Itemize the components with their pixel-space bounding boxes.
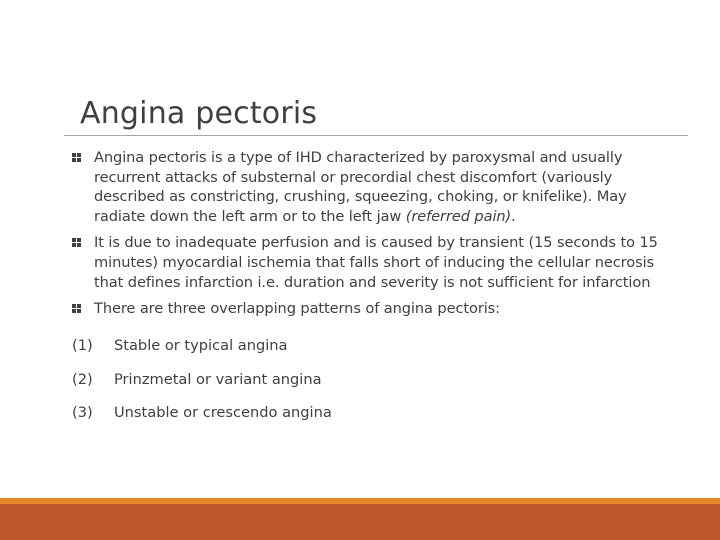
item-number: (2)	[72, 370, 93, 388]
list-item	[72, 403, 672, 437]
referred-pain-note: (referred pain)	[405, 207, 512, 225]
item-number: (3)	[72, 404, 93, 421]
list-item	[72, 370, 672, 404]
four-square-bullet-icon	[72, 238, 81, 247]
item-label: Unstable or crescendo angina	[114, 404, 332, 421]
footer-bar	[0, 504, 720, 540]
bullet-item	[72, 299, 672, 319]
four-square-bullet-icon	[72, 304, 81, 313]
item-label: Stable or typical angina	[114, 337, 288, 354]
bullet-list	[72, 148, 672, 326]
bullet-text: It is due to inadequate perfusion and is caused by transient (15 seconds to 15 minutes) myocardial ischemia that falls short of inducing the cellular necrosis that defines infarction i.e. duration and severity is not sufficient for infarction	[94, 234, 658, 291]
bullet-text: There are three overlapping patterns of angina pectoris:	[94, 300, 501, 318]
angina-pattern-list	[72, 336, 672, 437]
bullet-text: Angina pectoris is a type of IHD characterized by paroxysmal and usually recurrent attacks of substernal or precordial chest discomfort (variously described as constricting, crushing, squeezing, choking, or knifelike). May radiate down the left arm or to the left jaw (referred pain).	[94, 149, 627, 225]
title-divider	[64, 135, 688, 136]
four-square-bullet-icon	[72, 153, 81, 162]
item-label: Prinzmetal or variant angina	[114, 370, 322, 388]
item-number: (1)	[72, 337, 93, 354]
bullet-item	[72, 148, 672, 226]
bullet-item	[72, 233, 672, 292]
slide-title: Angina pectoris	[80, 96, 318, 131]
list-item	[72, 336, 672, 370]
